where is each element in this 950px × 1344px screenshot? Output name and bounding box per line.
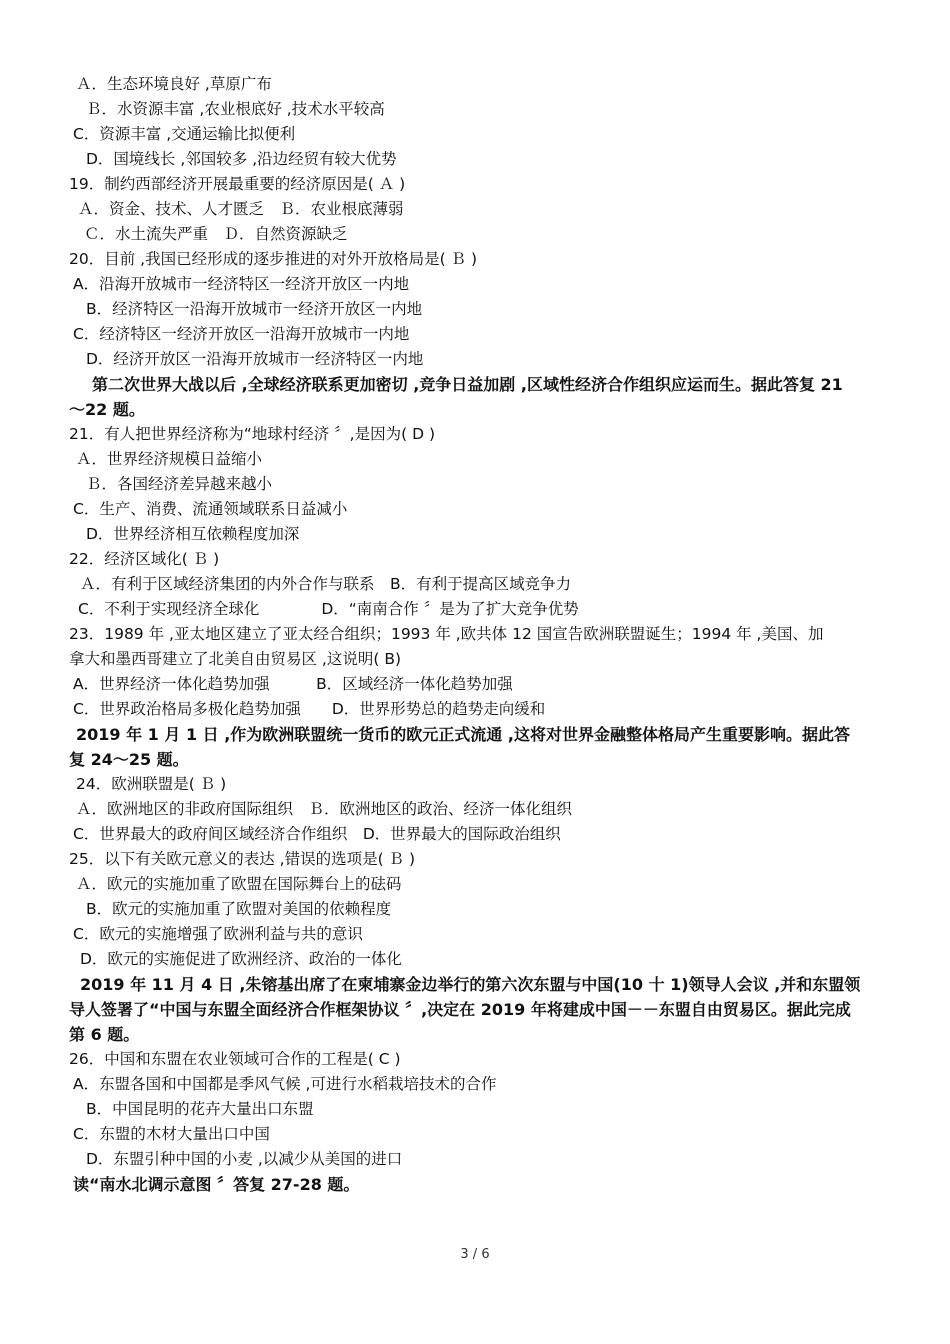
section-intro: 第二次世界大战以后 ,全球经济联系更加密切 ,竞争日益加剧 ,区域性经济合作组织应运而生。据此答复 21 bbox=[92, 375, 843, 394]
text-line: C．世界最大的政府间区域经济合作组织 D．世界最大的国际政治组织 bbox=[73, 825, 561, 843]
text-line: 19．制约西部经济开展最重要的经济原因是( Ａ ) bbox=[69, 175, 406, 193]
text-line: Ａ．有利于区域经济集团的内外合作与联系 B．有利于提高区域竞争力 bbox=[80, 575, 572, 593]
text-line: 25．以下有关欧元意义的表达 ,错误的选项是( Ｂ ) bbox=[69, 850, 416, 868]
page-number: 3 / 6 bbox=[460, 1247, 490, 1262]
text-line: Ａ．资金、技术、人才匮乏 Ｂ．农业根底薄弱 bbox=[78, 200, 404, 218]
text-line: A．世界经济一体化趋势加强 B．区域经济一体化趋势加强 bbox=[73, 675, 513, 693]
text-line: C．世界政治格局多极化趋势加强 D．世界形势总的趋势走向缓和 bbox=[73, 700, 546, 718]
text-line: Ｂ．各国经济差异越来越小 bbox=[86, 475, 273, 493]
text-line: 拿大和墨西哥建立了北美自由贸易区 ,这说明( B) bbox=[69, 650, 402, 668]
section-intro: 复 24～25 题。 bbox=[69, 750, 189, 769]
text-line: Ｃ．水土流失严重 Ｄ．自然资源缺乏 bbox=[84, 225, 348, 243]
text-line: 21．有人把世界经济称为“地球村经济 〞,是因为( D ) bbox=[69, 425, 435, 443]
text-line: C．东盟的木材大量出口中国 bbox=[73, 1125, 270, 1143]
text-line: A．沿海开放城市一经济特区一经济开放区一内地 bbox=[73, 275, 410, 293]
text-line: 26．中国和东盟在农业领域可合作的工程是( C ) bbox=[69, 1050, 401, 1068]
text-line: C．欧元的实施增强了欧洲利益与共的意识 bbox=[73, 925, 363, 943]
section-intro: ～22 题。 bbox=[69, 400, 145, 419]
text-line: Ａ．欧洲地区的非政府国际组织 Ｂ．欧洲地区的政治、经济一体化组织 bbox=[76, 800, 573, 818]
text-line: Ｂ．水资源丰富 ,农业根底好 ,技术水平较高 bbox=[86, 100, 385, 118]
text-line: D．国境线长 ,邻国较多 ,沿边经贸有较大优势 bbox=[86, 150, 397, 168]
text-line: C．经济特区一经济开放区一沿海开放城市一内地 bbox=[73, 325, 410, 343]
text-line: Ａ．世界经济规模日益缩小 bbox=[76, 450, 263, 468]
text-line: B．中国昆明的花卉大量出口东盟 bbox=[86, 1100, 314, 1118]
text-line: A．东盟各国和中国都是季风气候 ,可进行水稻栽培技术的合作 bbox=[73, 1075, 497, 1093]
section-intro: 2019 年 1 月 1 日 ,作为欧洲联盟统一货币的欧元正式流通 ,这将对世界金融整体格局产生重要影响。据此答 bbox=[76, 725, 850, 744]
text-line: D．东盟引种中国的小麦 ,以减少从美国的进口 bbox=[86, 1150, 403, 1168]
text-line: 23．1989 年 ,亚太地区建立了亚太经合组织；1993 年 ,欧共体 12 国宣告欧洲联盟诞生；1994 年 ,美国、加 bbox=[69, 625, 824, 643]
section-intro: 导人签署了“中国与东盟全面经济合作框架协议 〞,决定在 2019 年将建成中国－－东盟自由贸易区。据此完成 bbox=[69, 1000, 851, 1019]
section-intro: 读“南水北调示意图 〞答复 27-28 题。 bbox=[73, 1175, 360, 1194]
text-line: C．资源丰富 ,交通运输比拟便利 bbox=[73, 125, 296, 143]
text-line: D．经济开放区一沿海开放城市一经济特区一内地 bbox=[86, 350, 424, 368]
text-line: 20．目前 ,我国已经形成的逐步推进的对外开放格局是( Ｂ ) bbox=[69, 250, 478, 268]
text-line: C．不利于实现经济全球化 D．“南南合作 〞是为了扩大竞争优势 bbox=[78, 600, 579, 618]
text-line: C．生产、消费、流通领域联系日益减小 bbox=[73, 500, 348, 518]
text-line: Ａ．生态环境良好 ,草原广布 bbox=[76, 75, 272, 93]
text-line: Ａ．欧元的实施加重了欧盟在国际舞台上的砝码 bbox=[76, 875, 402, 893]
section-intro: 第 6 题。 bbox=[69, 1025, 140, 1044]
text-line: 22．经济区域化( Ｂ ) bbox=[69, 550, 220, 568]
section-intro: 2019 年 11 月 4 日 ,朱镕基出席了在柬埔寨金边举行的第六次东盟与中国(10 十 1)领导人会议 ,并和东盟领 bbox=[80, 975, 861, 994]
text-line: D．世界经济相互依赖程度加深 bbox=[86, 525, 300, 543]
text-line: 24．欧洲联盟是( Ｂ ) bbox=[76, 775, 227, 793]
text-line: B．经济特区一沿海开放城市一经济开放区一内地 bbox=[86, 300, 423, 318]
text-line: B．欧元的实施加重了欧盟对美国的依赖程度 bbox=[86, 900, 392, 918]
text-line: D．欧元的实施促进了欧洲经济、政治的一体化 bbox=[80, 950, 402, 968]
